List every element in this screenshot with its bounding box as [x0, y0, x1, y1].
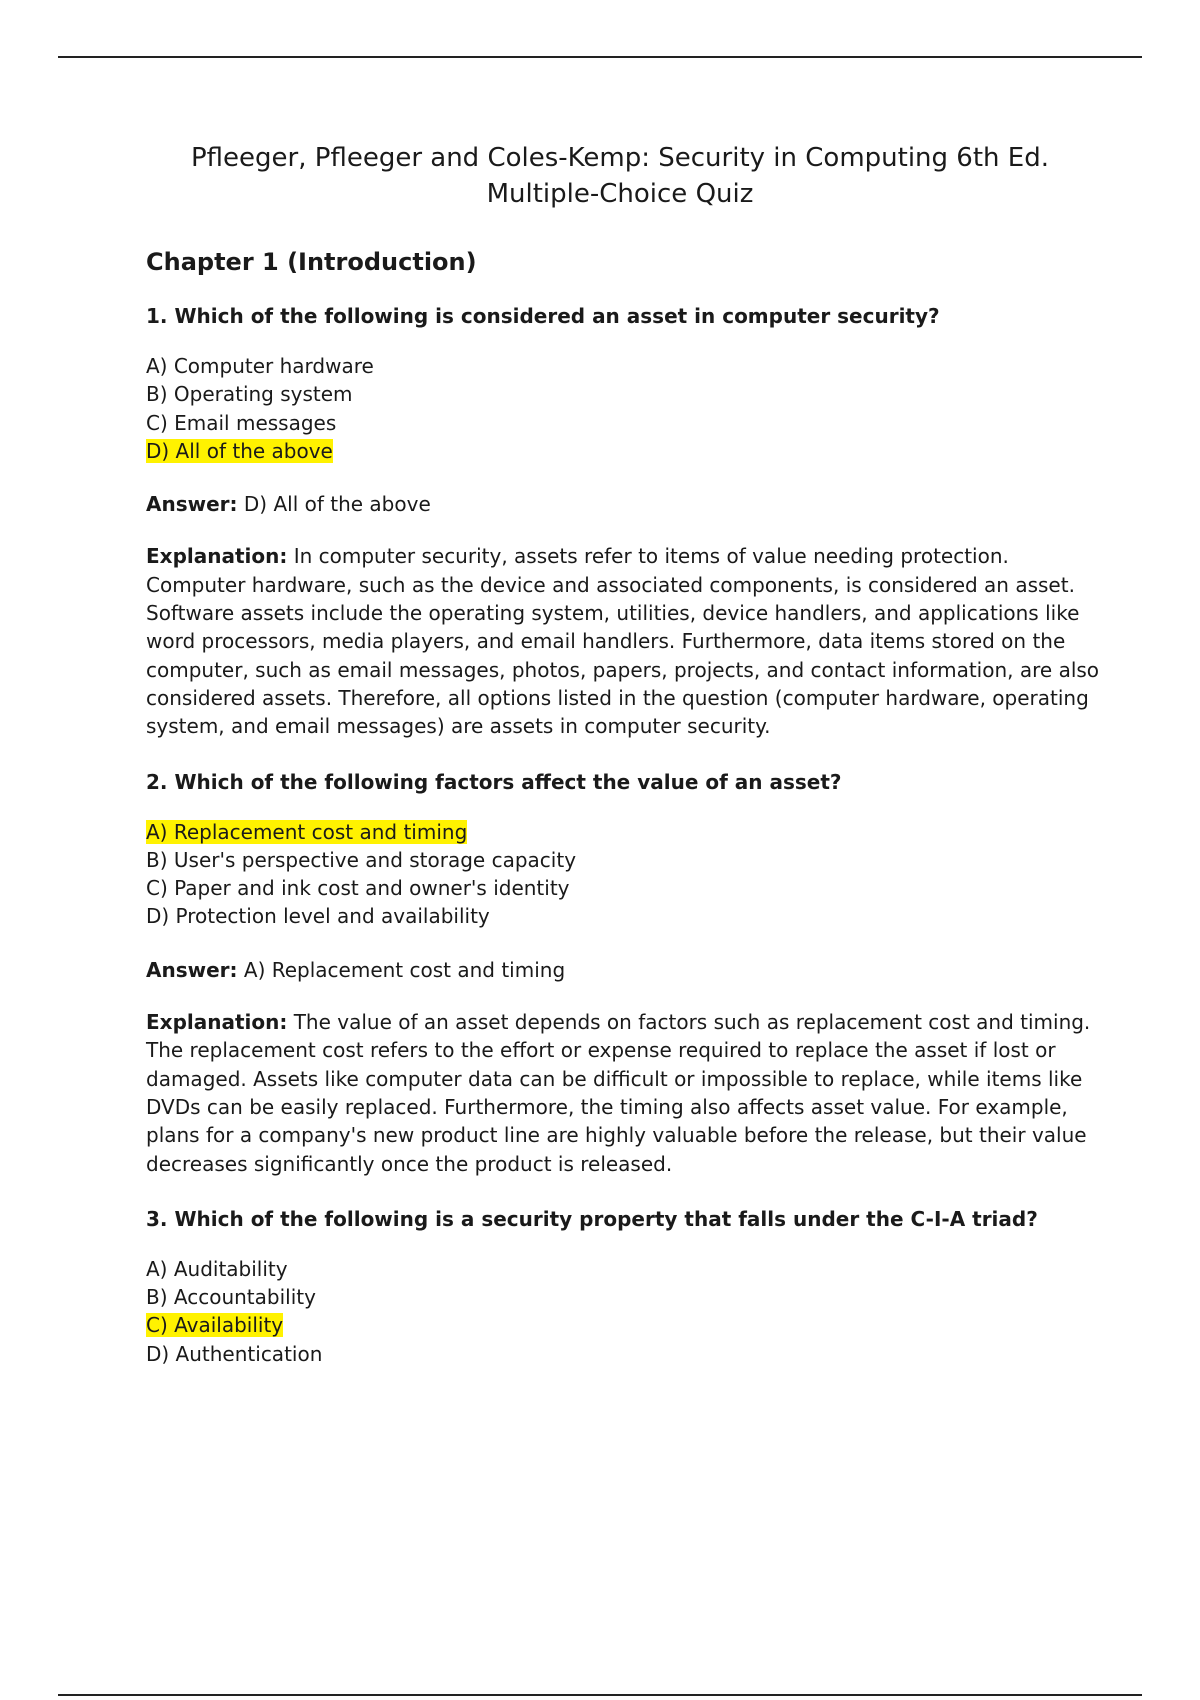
title-line-2: Multiple-Choice Quiz — [486, 179, 754, 209]
answer-value: A) Replacement cost and timing — [243, 957, 566, 982]
option-text: B) Operating system — [146, 382, 353, 407]
option-b — [146, 380, 1106, 408]
option-text: C) Email messages — [146, 410, 337, 435]
question-text: 3. Which of the following is a security property that falls under the C-I-A triad? — [146, 1206, 1038, 1231]
explanation-text: In computer security, assets refer to items of value needing protection. Computer hardware, such as the device and associated components, is considered an asset. Software assets include the operating system, utilities, device handlers, and applications like word processors, media players, and email handlers. Furthermore, data items stored on the computer, such as email messages, photos, papers, projects, and contact information, are also considered assets. Therefore, all options listed in the question (computer hardware, operating system, and email messages) are assets in computer security. — [146, 544, 1100, 739]
question-text: 1. Which of the following is considered an asset in computer security? — [146, 304, 940, 328]
explanation-label: Explanation: — [146, 544, 288, 569]
option-text-highlighted: D) All of the above — [146, 438, 333, 463]
explanation — [146, 542, 1106, 740]
options-list — [146, 352, 1106, 465]
answer-value: D) All of the above — [243, 492, 431, 517]
question-text: 2. Which of the following factors affect the value of an asset? — [146, 769, 842, 794]
answer — [146, 490, 1106, 518]
option-text: A) Auditability — [146, 1256, 288, 1281]
option-b — [146, 846, 1106, 874]
answer-label: Answer: — [146, 957, 238, 982]
options-list — [146, 1255, 1106, 1368]
explanation-text: The value of an asset depends on factors such as replacement cost and timing. The replacement cost refers to the effort or expense required to replace the asset if lost or damaged. Assets like computer data can be difficult or impossible to replace, while items like DVDs can be easily replaced. Furthermore, the timing also affects asset value. For example, plans for a company's new product line are highly valuable before the release, but their value decreases significantly once the product is released. — [146, 1010, 1091, 1176]
document-body — [146, 140, 1106, 1393]
answer — [146, 956, 1106, 984]
option-a — [146, 818, 1106, 846]
title-line-1: Pfleeger, Pfleeger and Coles-Kemp: Security in Computing 6th Ed. — [191, 143, 1049, 173]
document-title — [140, 140, 1100, 212]
question-2 — [146, 768, 1106, 1178]
option-text: B) User's perspective and storage capacity — [146, 847, 577, 872]
option-b — [146, 1283, 1106, 1311]
option-text-highlighted: C) Availability — [146, 1313, 284, 1338]
option-text: A) Computer hardware — [146, 354, 374, 378]
option-text: D) Protection level and availability — [146, 904, 490, 929]
option-a — [146, 352, 1106, 380]
option-text: C) Paper and ink cost and owner's identity — [146, 876, 570, 901]
explanation-label: Explanation: — [146, 1010, 288, 1035]
question-1 — [146, 302, 1106, 741]
answer-label: Answer: — [146, 492, 238, 517]
option-text: D) Authentication — [146, 1341, 323, 1366]
option-d — [146, 437, 1106, 465]
option-c — [146, 1311, 1106, 1339]
option-d — [146, 1340, 1106, 1368]
chapter-heading: Chapter 1 (Introduction) — [146, 248, 477, 276]
option-text: B) Accountability — [146, 1285, 316, 1310]
option-d — [146, 902, 1106, 930]
bottom-rule — [58, 1694, 1142, 1696]
question-3 — [146, 1205, 1106, 1368]
options-list — [146, 818, 1106, 931]
option-text-highlighted: A) Replacement cost and timing — [146, 819, 468, 844]
option-c — [146, 409, 1106, 437]
top-rule — [58, 56, 1142, 58]
option-c — [146, 874, 1106, 902]
option-a — [146, 1255, 1106, 1283]
explanation — [146, 1008, 1106, 1178]
